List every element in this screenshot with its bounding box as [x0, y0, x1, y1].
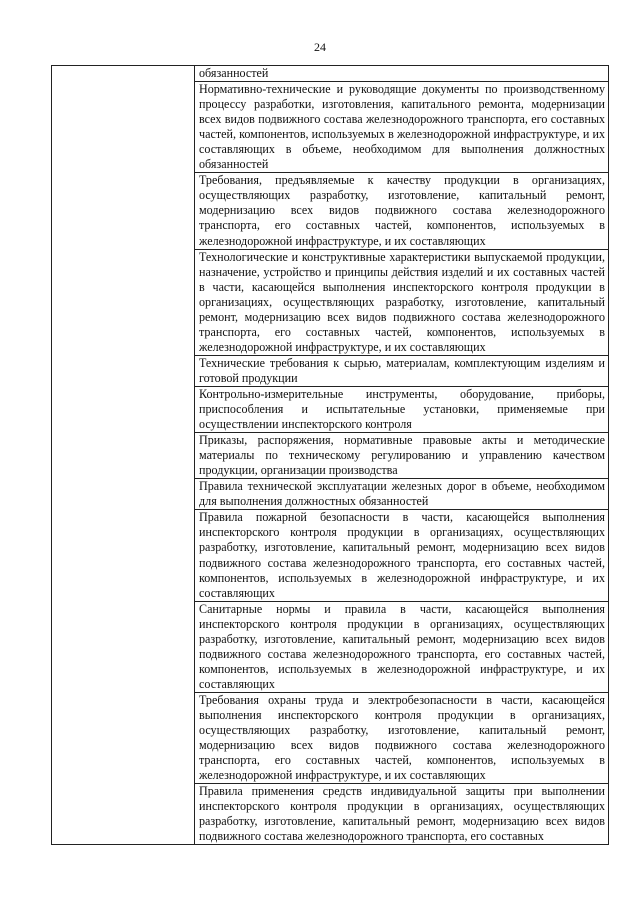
table-cell — [195, 479, 609, 510]
cell-text: Технологические и конструктивные характеристики выпускаемой продукции, назначение, устройство и принципы действия изделий и их составных частей в части, касающейся выполнения инспекторского контроля продукции в организациях, осуществляющих разработку, изготовление, капитальный ремонт, модернизацию всех видов подвижного состава железнодорожного транспорта, его составных частей, компонентов, используемых в железнодорожной инфраструктуре, и их составляющих — [199, 249, 605, 354]
cell-text: Санитарные нормы и правила в части, касающейся выполнения инспекторского контроля продукции в организациях, осуществляющих разработку, изготовление, капитальный ремонт, модернизацию всех видов подвижного состава железнодорожного транспорта, его составных частей, компонентов, используемых в железнодорожной инфраструктуре, и их составляющих — [199, 601, 605, 691]
table-cell — [195, 692, 609, 783]
table-cell — [195, 386, 609, 432]
table-cell — [195, 433, 609, 479]
cell-text: Требования охраны труда и электробезопасности в части, касающейся выполнения инспекторского контроля продукции в организациях, осуществляющих разработку, изготовление, капитальный ремонт, модернизацию всех видов подвижного состава железнодорожного транспорта, его составных частей, компонентов, используемых в железнодорожной инфраструктуре, и их составляющих — [199, 692, 605, 783]
left-column-cell — [52, 66, 195, 845]
table-cell — [195, 601, 609, 692]
table-cell — [195, 82, 609, 173]
requirements-table — [51, 65, 609, 845]
table-cell — [195, 249, 609, 355]
table-cell — [195, 510, 609, 601]
cell-text: Правила применения средств индивидуальной защиты при выполнении инспекторского контроля продукции в организациях, осуществляющих разработку, изготовление, капитальный ремонт, модернизацию всех видов подвижного состава железнодорожного транспорта, его составных — [199, 784, 605, 844]
cell-text: Правила пожарной безопасности в части, касающейся выполнения инспекторского контроля продукции в организациях, осуществляющих разработку, изготовление, капитальный ремонт, модернизацию всех видов подвижного состава железнодорожного транспорта, его составных частей, компонентов, используемых в железнодорожной инфраструктуре, и их составляющих — [199, 510, 605, 600]
cell-text: обязанностей — [199, 66, 269, 80]
table-row — [52, 66, 609, 82]
table-cell — [195, 355, 609, 386]
table-cell — [195, 784, 609, 845]
cell-text: Приказы, распоряжения, нормативные правовые акты и методические материалы по техническому регулированию и управлению качеством продукции, организации производства — [199, 433, 605, 478]
cell-text: Правила технической эксплуатации железных дорог в объеме, необходимом для выполнения должностных обязанностей — [199, 479, 605, 509]
page-number: 24 — [314, 40, 326, 54]
table-cell — [195, 173, 609, 249]
cell-text: Нормативно-технические и руководящие документы по производственному процессу разработки, изготовления, капитального ремонта, модернизации всех видов подвижного состава железнодорожного транспорта, его составных частей, компонентов, используемых в железнодорожной инфраструктуре, и их составляющих в объеме, необходимом для выполнения должностных обязанностей — [199, 82, 605, 172]
cell-text: Требования, предъявляемые к качеству продукции в организациях, осуществляющих разработку, изготовление, капитальный ремонт, модернизацию всех видов подвижного состава железнодорожного транспорта, его составных частей, компонентов, используемых в железнодорожной инфраструктуре, и их составляющих — [199, 173, 605, 248]
cell-text: Технические требования к сырью, материалам, комплектующим изделиям и готовой продукции — [199, 355, 605, 385]
table-cell — [195, 66, 609, 82]
cell-text: Контрольно-измерительные инструменты, оборудование, приборы, приспособления и испытательные установки, применяемые при осуществлении инспекторского контроля — [199, 386, 605, 432]
